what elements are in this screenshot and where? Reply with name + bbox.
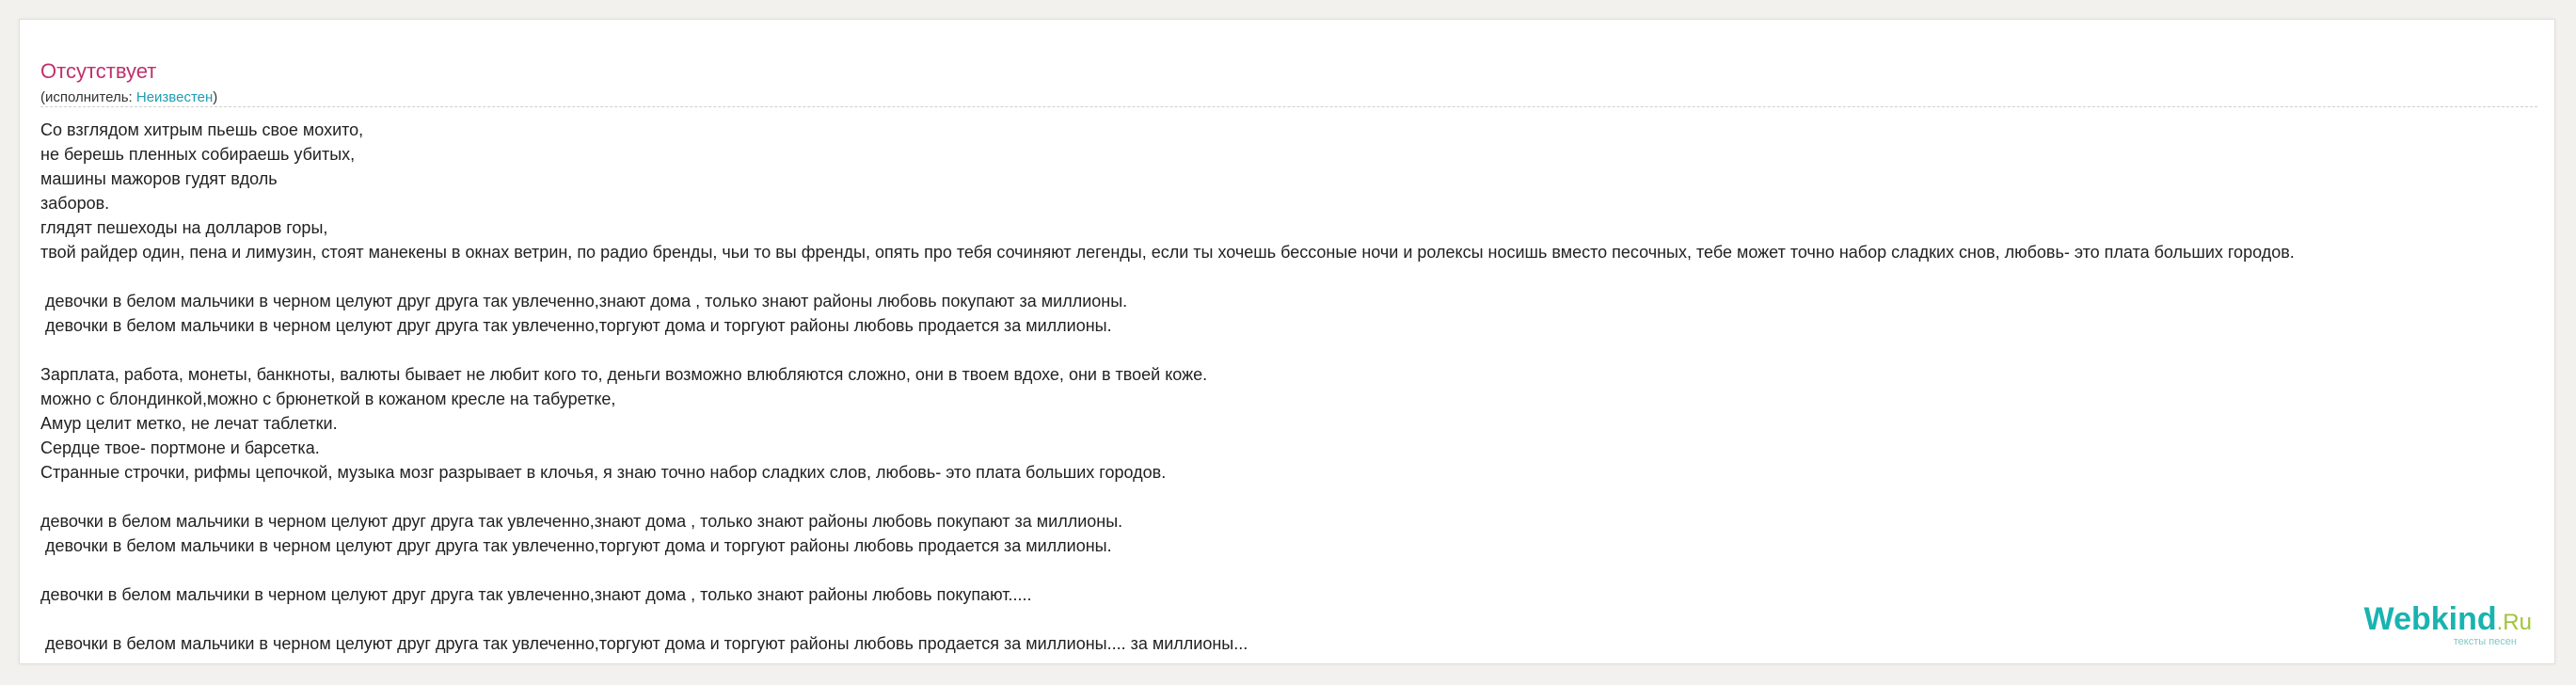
performer-suffix: ) (213, 89, 218, 105)
logo-wordmark (2364, 601, 2532, 641)
logo-tagline: тексты песен (2453, 636, 2517, 647)
performer-prefix: (исполнитель: (40, 89, 136, 105)
logo-name: Webkind (2363, 601, 2497, 637)
lyrics-text: Со взглядом хитрым пьешь свое мохито, не берешь пленных собираешь убитых, машины мажоров гудят вдоль заборов. глядят пешеходы на долларов горы, твой райдер один, пена и лимузин, стоят манекены в окнах ветрин, по радио бренды, чьи то вы френды, опять про тебя сочиняют легенды, если ты хочешь бессоные ночи и ролексы носишь вместо песочных, тебе может точно набор сладких снов, любовь- это плата больших городов. девочки в белом мальчики в черном целуют друг друга так увлеченно,знают дома , только знают районы любовь покупают за миллионы. девочки в белом мальчики в черном целуют друг друга так увлеченно,торгуют дома и торгуют районы любовь продается за миллионы. Зарплата, работа, монеты, банкноты, валюты бывает не любит кого то, деньги возможно влюбляются сложно, они в твоем вдохе, они в твоей коже. можно с блондинкой,можно с брюнеткой в кожаном кресле на табуретке, Амур целит метко, не лечат таблетки. Сердце твое- портмоне и барсетка. Странные строчки, рифмы цепочкой, музыка мозг разрывает в клочья, я знаю точно набор сладких слов, любовь- это плата больших городов. девочки в белом мальчики в черном целуют друг друга так увлеченно,знают дома , только знают районы любовь покупают за миллионы. девочки в белом мальчики в черном целуют друг друга так увлеченно,торгуют дома и торгуют районы любовь продается за миллионы. девочки в белом мальчики в черном целуют друг друга так увлеченно,знают дома , только знают районы любовь покупают..... девочки в белом мальчики в черном целуют друг друга так увлеченно,торгуют дома и торгуют районы любовь продается за миллионы.... за миллионы... (40, 120, 2295, 653)
song-title: Отсутствует (40, 59, 157, 83)
logo-tld: .Ru (2496, 610, 2532, 635)
performer-line (40, 89, 217, 106)
webkind-logo[interactable] (2344, 601, 2532, 646)
performer-link[interactable]: Неизвестен (135, 89, 214, 105)
lyrics-panel (19, 19, 2555, 664)
song-header (40, 39, 2537, 107)
